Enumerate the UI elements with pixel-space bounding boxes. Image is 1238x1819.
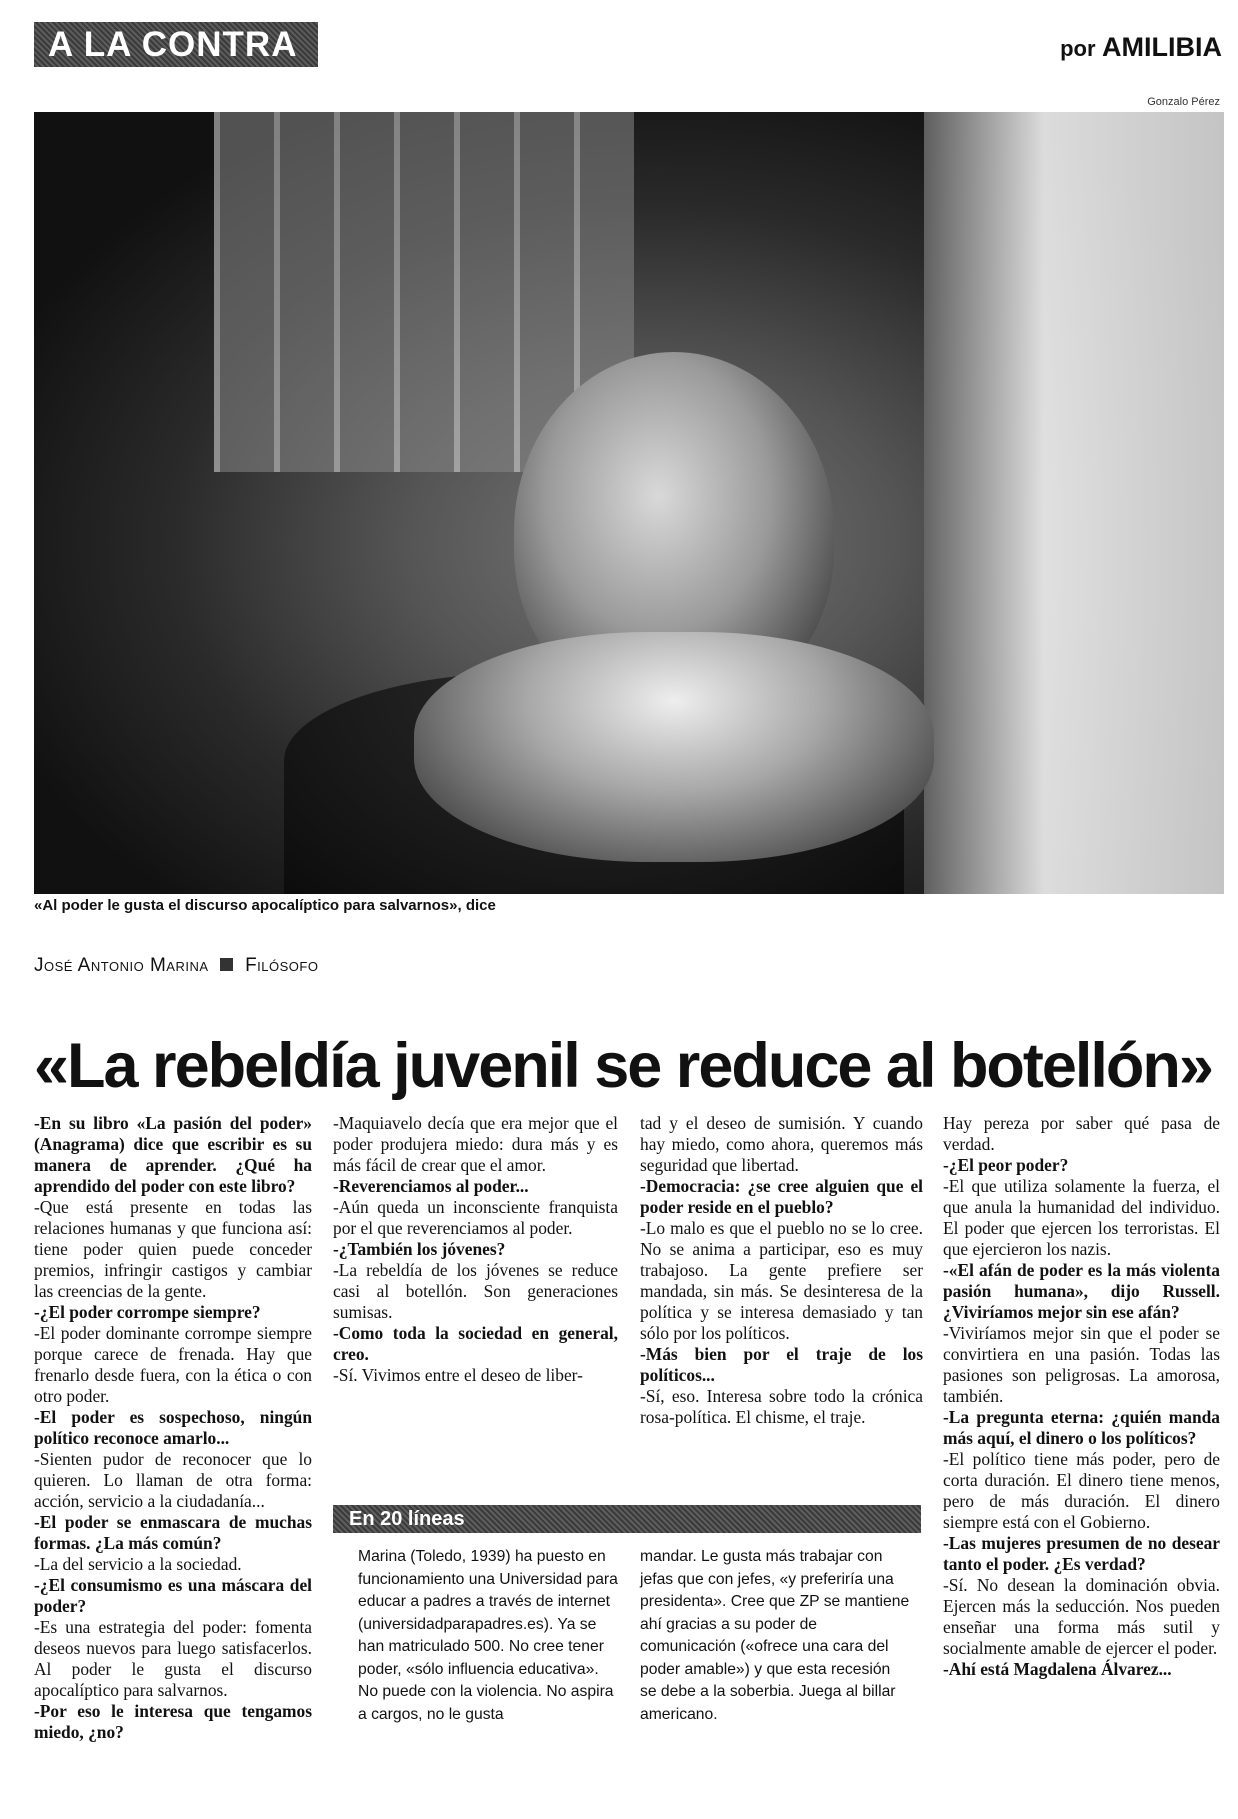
article-column-2 xyxy=(333,1113,618,1386)
article-column-1 xyxy=(34,1113,312,1743)
interview-answer: -Es una estrategia del poder: fomenta deseos nuevos para luego satisfacerlos. Al poder le gusta el discurso apocalíptico para salvarnos. xyxy=(34,1617,312,1700)
interview-question: -¿El poder corrompe siempre? xyxy=(34,1302,261,1322)
interview-question: -¿El consumismo es una máscara del poder? xyxy=(34,1575,312,1616)
interview-question: -La pregunta eterna: ¿quién manda más aquí, el dinero o los políticos? xyxy=(943,1407,1220,1448)
interview-question: -Ahí está Magdalena Álvarez... xyxy=(943,1659,1172,1679)
interview-answer: -Maquiavelo decía que era mejor que el poder produjera miedo: dura más y es más fácil de crear que el amor. xyxy=(333,1113,618,1175)
interview-question: -Democracia: ¿se cree alguien que el poder reside en el pueblo? xyxy=(640,1176,923,1217)
portrait-photo xyxy=(34,112,1224,894)
photo-caption: «Al poder le gusta el discurso apocalíptico para salvarnos», dice xyxy=(34,897,496,914)
byline-prefix: por xyxy=(1060,36,1096,61)
window-light xyxy=(924,112,1224,894)
sidebar-box-column-1 xyxy=(358,1546,620,1726)
sidebar-box-header xyxy=(333,1505,921,1533)
sidebar-box-title: En 20 líneas xyxy=(349,1508,465,1530)
interviewee-role: Filósofo xyxy=(245,955,319,976)
interview-question: -¿El peor poder? xyxy=(943,1155,1069,1175)
article-column-4 xyxy=(943,1113,1220,1680)
interview-answer: -Viviríamos mejor sin que el poder se convirtiera en una pasión. Todas las pasiones son peligrosas. La amorosa, también. xyxy=(943,1323,1220,1406)
photo-credit: Gonzalo Pérez xyxy=(1147,96,1220,108)
interview-answer: -El poder dominante corrompe siempre porque carece de frenada. Hay que frenarlo desde fuera, con la ética o con otro poder. xyxy=(34,1323,312,1406)
interviewee-kicker xyxy=(34,955,318,977)
interviewee-name: José Antonio Marina xyxy=(34,955,209,976)
interview-question: -Más bien por el traje de los políticos... xyxy=(640,1344,923,1385)
interview-question: -En su libro «La pasión del poder» (Anagrama) dice que escribir es su manera de aprender. ¿Qué ha aprendido del poder con este libro? xyxy=(34,1113,312,1196)
interview-answer: -El que utiliza solamente la fuerza, el que anula la humanidad del individuo. El poder que ejercen los terroristas. El que ejercieron los nazis. xyxy=(943,1176,1220,1259)
interview-answer: -La rebeldía de los jóvenes se reduce casi al botellón. Son generaciones sumisas. xyxy=(333,1260,618,1322)
interview-question: -El poder es sospechoso, ningún político reconoce amarlo... xyxy=(34,1407,312,1448)
interview-question: -¿También los jóvenes? xyxy=(333,1239,506,1259)
headline: «La rebeldía juvenil se reduce al botellón» xyxy=(34,1031,1212,1102)
interview-question: -Reverenciamos al poder... xyxy=(333,1176,529,1196)
interview-question: -«El afán de poder es la más violenta pasión humana», dijo Russell. ¿Viviríamos mejor sin ese afán? xyxy=(943,1260,1220,1322)
byline xyxy=(1060,32,1222,63)
byline-author: AMILIBIA xyxy=(1102,32,1222,62)
interview-answer: -Sí, eso. Interesa sobre todo la crónica rosa-política. El chisme, el traje. xyxy=(640,1386,923,1427)
interview-answer: tad y el deseo de sumisión. Y cuando hay miedo, como ahora, queremos más seguridad que libertad. xyxy=(640,1113,923,1175)
section-label: A LA CONTRA xyxy=(34,22,318,67)
interview-answer: -Sienten pudor de reconocer que lo quieren. Lo llaman de otra forma: acción, servicio a la ciudadanía... xyxy=(34,1449,312,1511)
interview-question: -Por eso le interesa que tengamos miedo, ¿no? xyxy=(34,1701,312,1742)
square-separator-icon xyxy=(220,958,233,971)
sidebar-box-text-1: Marina (Toledo, 1939) ha puesto en funcionamiento una Universidad para educar a padres a través de internet (universidadparapadres.es). Ya se han matriculado 500. No cree tener poder, «sólo influencia educativa». No puede con la violencia. No aspira a cargos, no le gusta xyxy=(358,1548,618,1723)
interview-question: -Como toda la sociedad en general, creo. xyxy=(333,1323,618,1364)
interview-answer: Hay pereza por saber qué pasa de verdad. xyxy=(943,1113,1220,1154)
clasped-hands-shape xyxy=(414,632,934,862)
interview-answer: -Aún queda un inconsciente franquista por el que reverenciamos al poder. xyxy=(333,1197,618,1238)
interview-question: -Las mujeres presumen de no desear tanto el poder. ¿Es verdad? xyxy=(943,1533,1220,1574)
sidebar-box-text-2: mandar. Le gusta más trabajar con jefas que con jefes, «y preferiría una presidenta». Cree que ZP se mantiene ahí gracias a su poder de comunicación («ofrece una cara del poder amable») y que esta recesión se debe a la soberbia. Juega al billar americano. xyxy=(640,1548,910,1723)
sidebar-box-column-2 xyxy=(640,1546,910,1726)
interview-answer: -La del servicio a la sociedad. xyxy=(34,1554,242,1574)
interview-question: -El poder se enmascara de muchas formas. ¿La más común? xyxy=(34,1512,312,1553)
interview-answer: -Sí. No desean la dominación obvia. Ejercen más la seducción. Nos pueden enseñar una forma más sutil y socialmente amable de ejercer el poder. xyxy=(943,1575,1220,1658)
interview-answer: -El político tiene más poder, pero de corta duración. El dinero tiene menos, pero de más duración. El dinero siempre está con el Gobierno. xyxy=(943,1449,1220,1532)
interview-answer: -Sí. Vivimos entre el deseo de liber- xyxy=(333,1365,583,1385)
interview-answer: -Lo malo es que el pueblo no se lo cree. No se anima a participar, eso es muy trabajoso. La gente prefiere ser mandada, sin más. Se desinteresa de la política y se interesa demasiado y tan sólo por los políticos. xyxy=(640,1218,923,1343)
article-column-3 xyxy=(640,1113,923,1428)
interview-answer: -Que está presente en todas las relaciones humanas y que funciona así: tiene poder quien puede conceder premios, infringir castigos y cambiar las creencias de la gente. xyxy=(34,1197,312,1301)
